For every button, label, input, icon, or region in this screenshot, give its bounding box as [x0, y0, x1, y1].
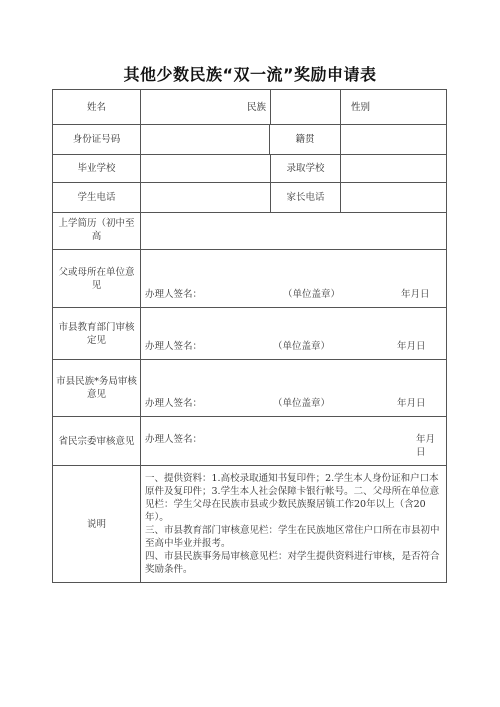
row-school	[53, 155, 447, 183]
seal-label: （单位盖章）	[283, 289, 341, 300]
date-label: 年月日	[397, 398, 426, 409]
admission-value[interactable]	[341, 155, 447, 183]
ethnic-label: 市县民族*务局审核意见	[53, 360, 141, 417]
note-item: 三、市县教育部门审核意见栏：学生在民族地区常住户口所在市县初中至高中毕业并报考。	[145, 525, 440, 549]
date-label: 年月日	[416, 434, 436, 458]
signature-row	[145, 397, 442, 410]
school-label: 毕业学校	[53, 155, 141, 183]
row-history	[53, 213, 447, 250]
handler-signature-label: 办理人签名：	[145, 341, 203, 352]
id-value[interactable]	[141, 125, 341, 155]
notes-label: 说明	[53, 466, 141, 583]
history-value[interactable]	[141, 213, 447, 250]
row-edu	[53, 308, 447, 360]
province-opinion[interactable]	[141, 417, 447, 466]
form-title: 其他少数民族“双一流”奖励申请表	[123, 65, 377, 84]
id-label: 身份证号码	[53, 125, 141, 155]
name-label: 姓名	[53, 90, 141, 125]
history-label: 上学简历（初中至高	[53, 213, 141, 250]
edu-opinion[interactable]	[141, 308, 447, 360]
signature-row	[145, 340, 442, 353]
admission-label: 录取学校	[271, 155, 341, 183]
row-notes	[53, 466, 447, 583]
parent-unit-opinion[interactable]	[141, 250, 447, 308]
row-ethnic	[53, 360, 447, 417]
student-phone-label: 学生电话	[53, 183, 141, 213]
date-label: 年月日	[397, 341, 426, 352]
handler-signature-label: 办理人签名：	[145, 398, 203, 409]
row-name	[53, 90, 447, 125]
seal-label: （单位盖章）	[273, 398, 331, 409]
native-place-value[interactable]	[341, 125, 447, 155]
note-item: 一、提供资料：1.高校录取通知书复印件；2.学生本人身份证和户口本原件及复印件；3.学生本人社会保障卡银行帐号。二、父母所在单位意见栏：学生父母在民族市县或少数民族聚居镇工作20年以上（含20年）。	[145, 473, 440, 523]
native-place-label: 籍贯	[269, 125, 340, 154]
signature-row	[145, 433, 442, 459]
seal-label: （单位盖章）	[273, 341, 331, 352]
gender-label: 性别	[341, 90, 447, 125]
row-phone	[53, 183, 447, 213]
handler-signature-label: 办理人签名：	[145, 289, 203, 300]
row-parent-unit	[53, 250, 447, 308]
seal-spacer	[273, 433, 361, 459]
note-item: 四、市县民族事务局审核意见栏：对学生提供资料进行审核，是否符合奖励条件。	[145, 551, 440, 575]
parent-phone-value[interactable]	[341, 183, 447, 213]
parent-phone-label: 家长电话	[271, 183, 341, 213]
parent-unit-label: 父或母所在单位意见	[53, 250, 141, 308]
edu-label: 市县教育部门审核定见	[53, 308, 141, 360]
ethnicity-label: 民族	[141, 90, 271, 125]
ethnicity-value[interactable]	[271, 90, 341, 125]
application-form	[52, 89, 447, 583]
row-province	[53, 417, 447, 466]
handler-signature-label: 办理人签名：	[145, 434, 203, 445]
school-value[interactable]	[141, 155, 271, 183]
signature-row	[145, 288, 442, 301]
notes-content	[141, 466, 447, 583]
date-label: 年月日	[401, 289, 430, 300]
student-phone-value[interactable]	[141, 183, 271, 213]
province-label: 省民宗委审核意见	[53, 417, 141, 466]
ethnic-opinion[interactable]	[141, 360, 447, 417]
row-id	[53, 125, 447, 155]
